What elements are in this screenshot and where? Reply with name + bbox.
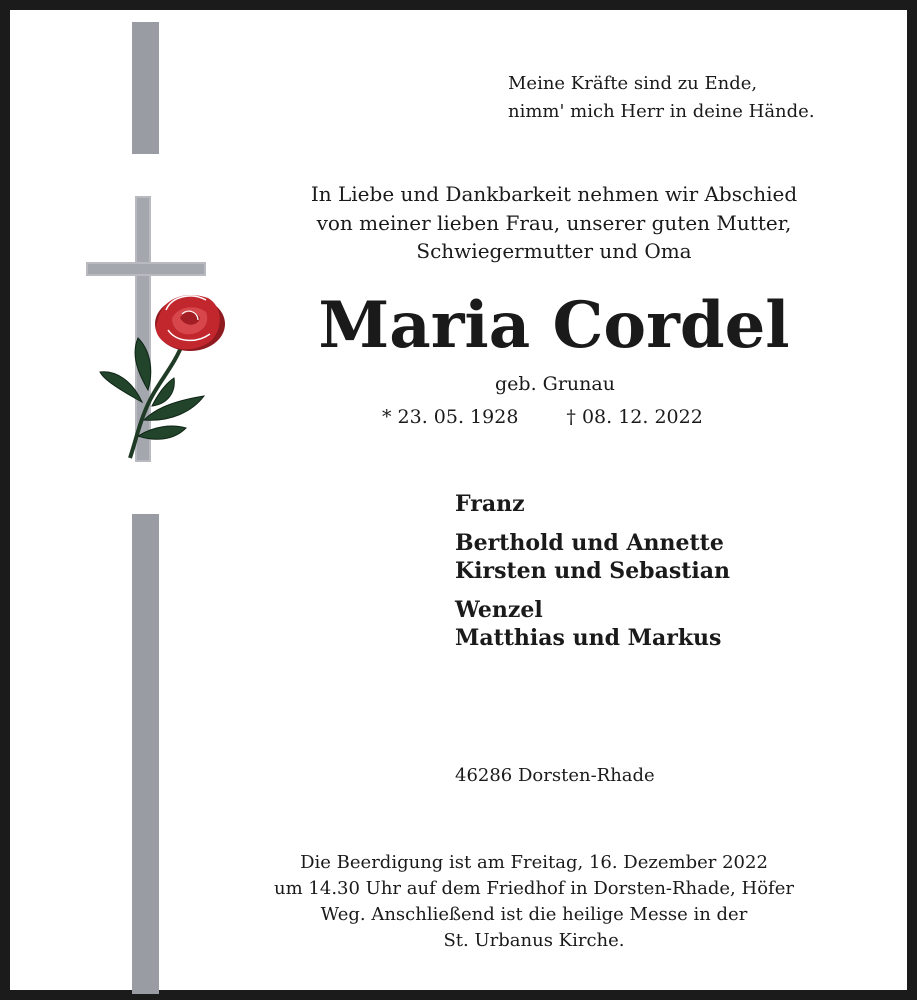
address: 46286 Dorsten-Rhade: [455, 765, 655, 786]
life-dates: [382, 403, 703, 431]
family-member: Kirsten und Sebastian: [455, 558, 730, 584]
cross-bar-top: [132, 22, 159, 154]
cross-bar-bottom: [132, 514, 159, 994]
deceased-name: Maria Cordel: [318, 288, 790, 363]
funeral-line: Die Beerdigung ist am Freitag, 16. Dezember 2022: [300, 852, 768, 873]
motto-line: Meine Kräfte sind zu Ende,: [508, 73, 758, 94]
intro-line: von meiner lieben Frau, unserer guten Mutter,: [316, 210, 792, 235]
family-member: Franz: [455, 491, 525, 517]
family-group: [455, 490, 730, 518]
family-group: [455, 529, 730, 585]
intro-text: [230, 180, 878, 266]
funeral-line: St. Urbanus Kirche.: [443, 930, 625, 951]
family-member: Wenzel: [455, 597, 543, 623]
birth-date: * 23. 05. 1928: [382, 406, 519, 428]
family-member: Matthias und Markus: [455, 625, 722, 651]
rose-icon: [100, 295, 225, 458]
intro-line: In Liebe und Dankbarkeit nehmen wir Abschied: [310, 182, 798, 206]
death-date: † 08. 12. 2022: [566, 406, 703, 428]
motto-verse: [508, 70, 815, 126]
cross-with-rose-icon: [80, 190, 230, 470]
funeral-line: Weg. Anschließend ist die heilige Messe in der: [320, 904, 748, 925]
family-member: Berthold und Annette: [455, 530, 724, 556]
family-group: [455, 596, 730, 652]
intro-line: Schwiegermutter und Oma: [416, 239, 692, 263]
family-list: [455, 490, 730, 663]
funeral-line: um 14.30 Uhr auf dem Friedhof in Dorsten-Rhade, Höfer: [274, 878, 794, 899]
funeral-notice: [230, 850, 838, 954]
maiden-name: geb. Grunau: [495, 373, 615, 395]
motto-line: nimm' mich Herr in deine Hände.: [508, 101, 815, 122]
